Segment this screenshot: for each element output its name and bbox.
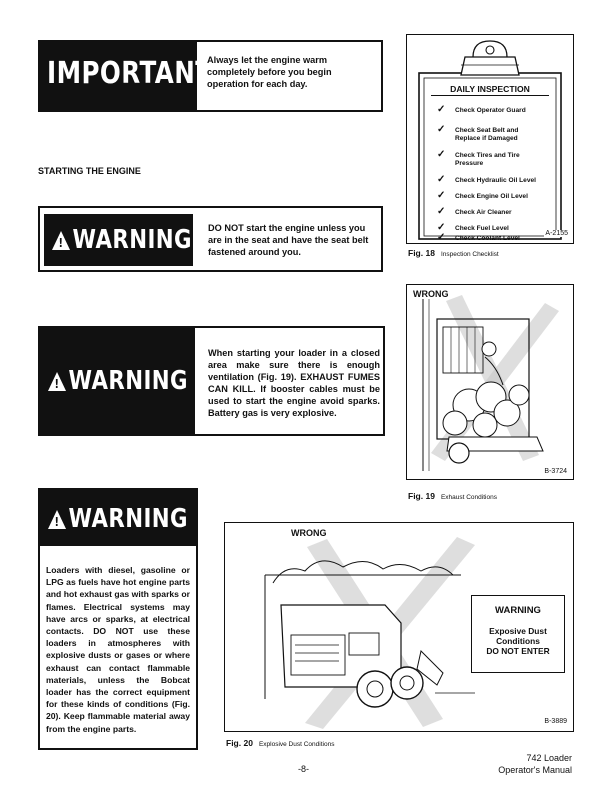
fig20-sign-line3: DO NOT ENTER <box>486 646 550 656</box>
checkmark-icon: ✓ <box>437 174 446 185</box>
warning-banner-2 <box>40 328 195 434</box>
fig18-title: DAILY INSPECTION <box>450 84 530 94</box>
fig18-frame <box>406 34 574 244</box>
checklist-item <box>437 124 543 143</box>
warning-banner-1-label <box>52 225 192 255</box>
checklist-item <box>437 104 526 115</box>
fig18-caption-text: Inspection Checklist <box>440 251 499 258</box>
warning-box-3 <box>38 488 198 750</box>
important-banner <box>40 42 213 110</box>
checklist-item-label: Check Tires and Tire Pressure <box>455 152 520 167</box>
checkmark-icon: ✓ <box>437 104 446 115</box>
warning-banner-2-label <box>48 366 188 396</box>
warning-banner-3 <box>40 490 196 546</box>
checklist-item-label: Check Air Cleaner <box>455 209 512 216</box>
warning-banner-3-text: WARNING <box>68 504 188 534</box>
checklist-item-label: Check Coolant Level <box>455 235 520 242</box>
checklist-item <box>437 174 536 185</box>
checklist-item <box>437 232 520 243</box>
checklist-item-label: Check Engine Oil Level <box>455 193 528 200</box>
fig20-sign-title: WARNING <box>495 605 541 616</box>
fig19-frame <box>406 284 574 480</box>
checkmark-icon: ✓ <box>437 222 446 233</box>
fig18-ref: A-2155 <box>545 230 568 237</box>
fig19-caption-text: Exhaust Conditions <box>440 494 497 501</box>
fig19-caption-number: Fig. 19 <box>408 491 435 501</box>
checklist-item <box>437 222 509 233</box>
fig20-sign-line1: Exposive Dust <box>489 626 547 636</box>
fig19-wrong-label: WRONG <box>413 289 449 299</box>
fig20-ref: B-3889 <box>544 718 567 725</box>
checklist-item <box>437 149 541 168</box>
fig19-ref: B-3724 <box>544 468 567 475</box>
checkmark-icon: ✓ <box>437 124 446 135</box>
important-message: Always let the engine warm completely before you begin operation for each day. <box>207 55 332 89</box>
fig20-warning-sign <box>471 595 565 673</box>
fig19-caption <box>408 491 497 501</box>
warning-triangle-icon <box>48 372 66 391</box>
footer-model: 742 Loader <box>526 753 572 763</box>
important-box <box>38 40 383 112</box>
checklist-item <box>437 190 528 201</box>
fig20-caption-number: Fig. 20 <box>226 738 253 748</box>
warning-message-1: DO NOT start the engine unless you are in the seat and have the seat belt fastened around you. <box>208 223 369 257</box>
fig18-caption-number: Fig. 18 <box>408 248 435 258</box>
warning-banner-2-text: WARNING <box>68 366 188 396</box>
warning-banner-1 <box>44 214 193 266</box>
checkmark-icon: ✓ <box>437 190 446 201</box>
fig19-illustration <box>407 285 573 479</box>
page-number: -8- <box>298 764 309 774</box>
fig20-caption-text: Explosive Dust Conditions <box>258 741 335 748</box>
checklist-item-label: Check Hydraulic Oil Level <box>455 177 536 184</box>
warning-triangle-icon <box>52 231 70 250</box>
checklist-item <box>437 206 512 217</box>
checklist-item-label: Check Operator Guard <box>455 107 526 114</box>
fig20-caption <box>226 738 334 748</box>
fig20-sign-line2: Conditions <box>496 636 540 646</box>
important-banner-text: IMPORTANT <box>47 56 213 91</box>
fig20-wrong-label: WRONG <box>291 528 327 538</box>
fig18-caption <box>408 248 499 258</box>
warning-message-2: When starting your loader in a closed area make sure there is enough ventilation (Fig. 19). EXHAUST FUMES CAN KILL. If booster cables must be used to start the engine avoid sparks. Battery gas is very explosive. <box>208 348 380 418</box>
checkmark-icon: ✓ <box>437 206 446 217</box>
warning-banner-3-label <box>48 504 188 534</box>
checkmark-icon: ✓ <box>437 149 446 160</box>
warning-triangle-icon <box>48 510 66 529</box>
section-heading: STARTING THE ENGINE <box>38 166 141 176</box>
warning-box-2 <box>38 326 385 436</box>
warning-banner-1-text: WARNING <box>72 225 192 255</box>
checkmark-icon: ✓ <box>437 232 446 243</box>
fig18-title-underline <box>431 95 549 96</box>
footer-manual: Operator's Manual <box>498 765 572 775</box>
warning-message-3: Loaders with diesel, gasoline or LPG as fuels have hot engine parts and hot exhaust gas with sparks or flames. Electrical systems may have arcs or sparks, at electrical contacts. DO NOT use these loaders in atmospheres with explosive dusts or gases or where exhaust can contact flammable materials, unless the Bobcat loader has the correct equipment for these kinds of conditions (Fig. 20). Keep flammable material away from the engine parts. <box>46 565 190 734</box>
warning-box-1 <box>38 206 383 272</box>
checklist-item-label: Check Seat Belt and Replace if Damaged <box>455 127 519 142</box>
checklist-item-label: Check Fuel Level <box>455 225 509 232</box>
fig20-frame <box>224 522 574 732</box>
